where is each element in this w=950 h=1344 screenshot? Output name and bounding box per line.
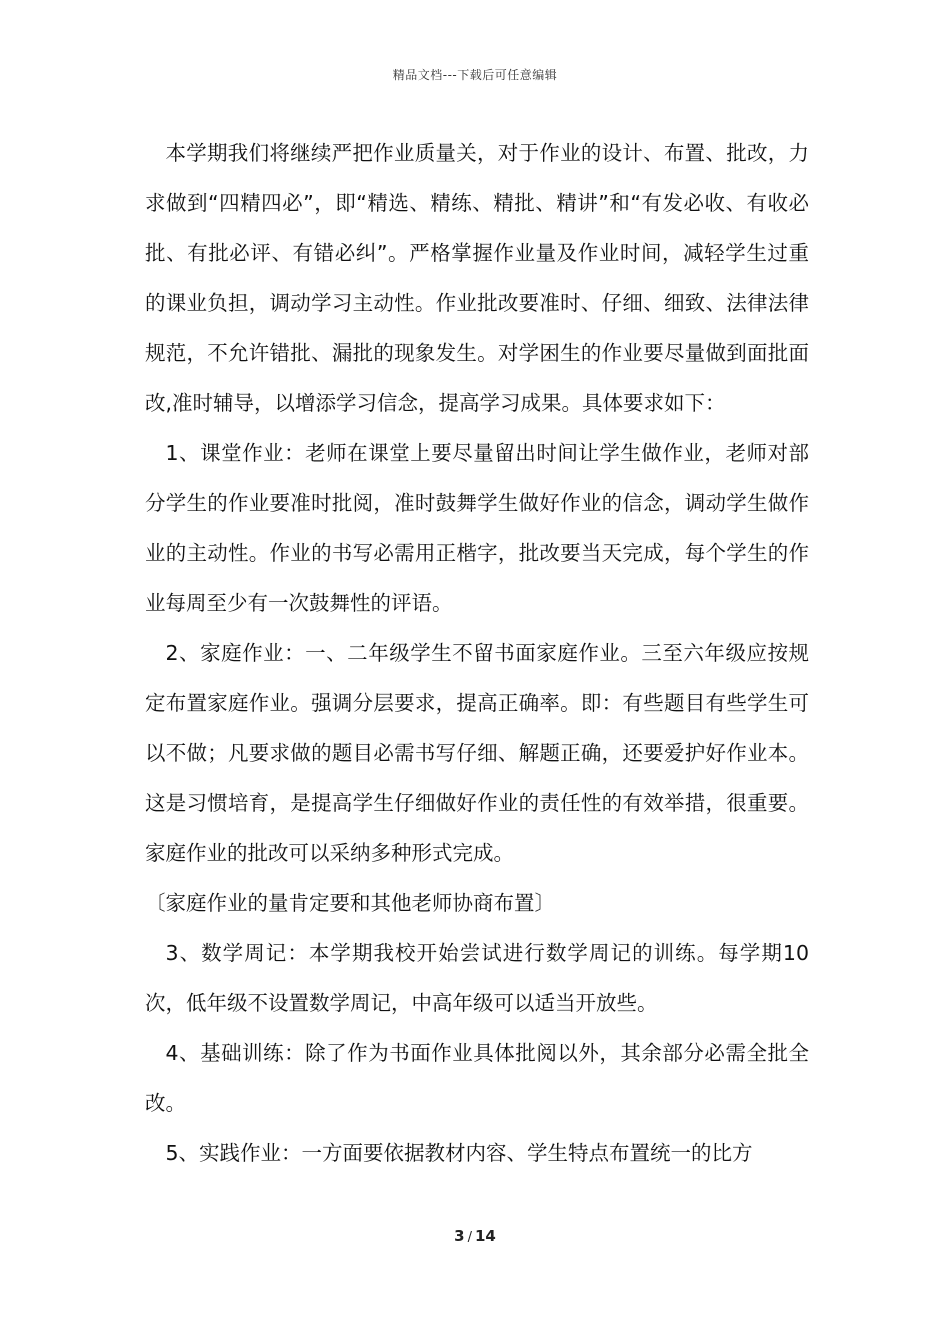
page-number bbox=[0, 1227, 950, 1245]
page-separator: / bbox=[467, 1230, 472, 1245]
paragraph-homework-note: 〔家庭作业的量肯定要和其他老师协商布置〕 bbox=[145, 891, 555, 915]
paragraph-intro: 本学期我们将继续严把作业质量关，对于作业的设计、布置、批改，力求做到“四精四必”，即“精选、精练、精批、精讲”和“有发必收、有收必批、有批必评、有错必纠”。严格掌握作业量及作业时间，减轻学生过重的课业负担，调动学习主动性。作业批改要准时、仔细、细致、法律法律规范，不允许错批、漏批的现象发生。对学困生的作业要尽量做到面批面改,准时辅导，以增添学习信念，提高学习成果。具体要求如下： bbox=[145, 141, 809, 415]
paragraph-basic-training: 4、基础训练：除了作为书面作业具体批阅以外，其余部分必需全批全改。 bbox=[145, 1041, 809, 1115]
paragraph-practice-work: 5、实践作业：一方面要依据教材内容、学生特点布置统一的比方 bbox=[165, 1141, 753, 1165]
paragraph-math-journal: 3、数学周记：本学期我校开始尝试进行数学周记的训练。每学期10次，低年级不设置数学周记，中高年级可以适当开放些。 bbox=[145, 941, 809, 1015]
total-page-count: 14 bbox=[474, 1227, 496, 1245]
paragraph-homework: 2、家庭作业：一、二年级学生不留书面家庭作业。三至六年级应按规定布置家庭作业。强调分层要求，提高正确率。即：有些题目有些学生可以不做；凡要求做的题目必需书写仔细、解题正确，还要爱护好作业本。这是习惯培育，是提高学生仔细做好作业的责任性的有效举措，很重要。家庭作业的批改可以采纳多种形式完成。 bbox=[145, 641, 809, 865]
document-body bbox=[145, 128, 809, 1178]
paragraph-classwork: 1、课堂作业：老师在课堂上要尽量留出时间让学生做作业，老师对部分学生的作业要准时批阅，准时鼓舞学生做好作业的信念，调动学生做作业的主动性。作业的书写必需用正楷字，批改要当天完成，每个学生的作业每周至少有一次鼓舞性的评语。 bbox=[145, 441, 809, 615]
page-header: 精品文档---下载后可任意编辑 bbox=[392, 68, 558, 82]
current-page-number: 3 bbox=[454, 1227, 465, 1245]
